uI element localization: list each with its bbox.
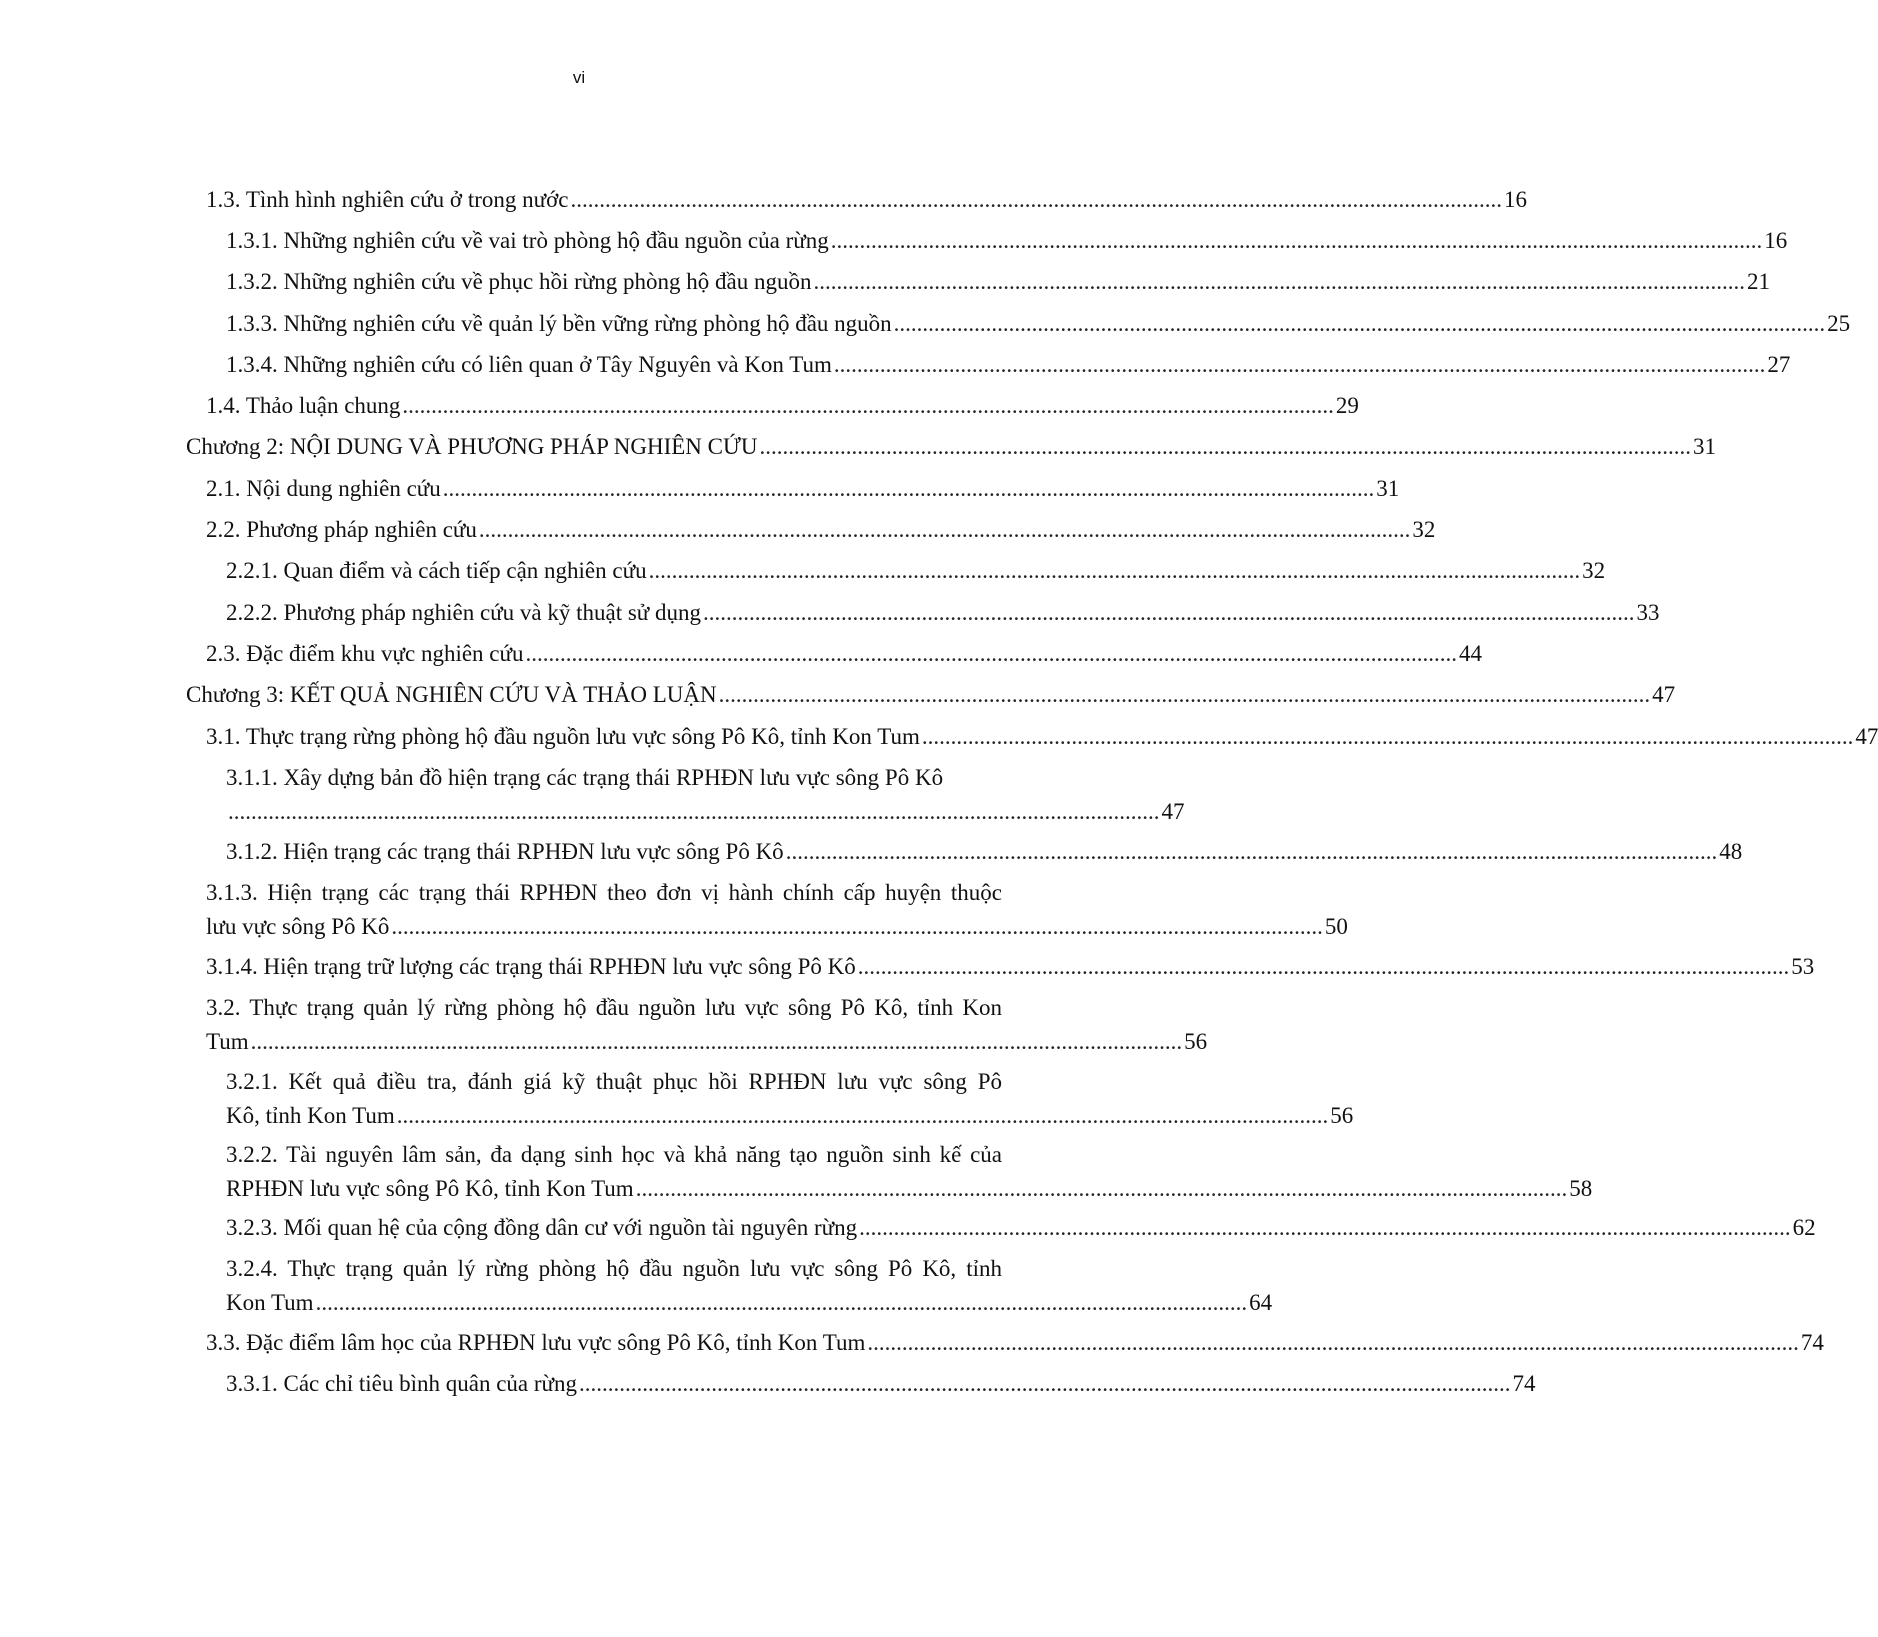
toc-entry-title: 3.1.4. Hiện trạng trữ lượng các trạng thái RPHĐN lưu vực sông Pô Kô [206, 954, 856, 979]
toc-entry-page: 56 [1184, 1029, 1208, 1054]
toc-entry[interactable] [226, 1367, 1536, 1401]
toc-entry-title: 3.3. Đặc điểm lâm học của RPHĐN lưu vực sông Pô Kô, tỉnh Kon Tum [206, 1330, 866, 1355]
toc-entry-page: 31 [1376, 476, 1400, 501]
dot-leader: .................................................................................................................................................................. [315, 1290, 1248, 1315]
toc-entry-page: 62 [1792, 1215, 1816, 1240]
toc-entry[interactable] [226, 348, 1791, 382]
page-number: vi [572, 68, 586, 87]
dot-leader: .................................................................................................................................................................. [391, 914, 1323, 939]
toc-entry-title: 3.2.1. Kết quả điều tra, đánh giá kỹ thuật phục hồi RPHĐN lưu vực sông Pô [226, 1069, 1002, 1094]
toc-entry-title: 3.2.2. Tài nguyên lâm sản, đa dạng sinh học và khả năng tạo nguồn sinh kế của [226, 1142, 1002, 1167]
toc-entry-title: 3.1. Thực trạng rừng phòng hộ đầu nguồn lưu vực sông Pô Kô, tỉnh Kon Tum [206, 724, 920, 749]
dot-leader: .................................................................................................................................................................. [648, 558, 1581, 583]
toc-entry-title-cont: Kon Tum [226, 1290, 314, 1315]
toc-entry-title: Chương 2: NỘI DUNG VÀ PHƯƠNG PHÁP NGHIÊN CỨU [186, 434, 758, 459]
toc-entry-page: 50 [1324, 914, 1348, 939]
toc-entry[interactable] [206, 991, 1208, 1059]
toc-entry[interactable] [226, 224, 1788, 258]
toc-entry[interactable] [206, 950, 1815, 984]
toc-entry-page: 16 [1504, 187, 1527, 212]
dot-leader: .................................................................................................................................................................. [833, 352, 1766, 377]
toc-entry-title-cont: Tum [206, 1029, 249, 1054]
toc-entry[interactable] [226, 835, 1743, 869]
dot-leader: .................................................................................................................................................................. [785, 839, 1718, 864]
dot-leader: .................................................................................................................................................................. [921, 724, 1854, 749]
toc-entry[interactable] [206, 1326, 1824, 1360]
toc-entry[interactable] [226, 1065, 1354, 1133]
toc-entry-page: 64 [1249, 1290, 1273, 1315]
toc-entry-title: 3.1.1. Xây dựng bản đồ hiện trạng các trạng thái RPHĐN lưu vực sông Pô Kô [226, 765, 944, 790]
toc-entry-title: 2.3. Đặc điểm khu vực nghiên cứu [206, 641, 524, 666]
toc-entry-page: 27 [1767, 352, 1791, 377]
dot-leader: .................................................................................................................................................................. [718, 682, 1651, 707]
toc-entry[interactable] [206, 472, 1400, 506]
toc-entry[interactable] [226, 307, 1851, 341]
toc-entry-title: 1.4. Thảo luận chung [206, 393, 401, 418]
dot-leader: .................................................................................................................................................................. [859, 1215, 1791, 1240]
toc-entry-page: 33 [1636, 600, 1660, 625]
toc-entry[interactable] [226, 265, 1770, 299]
dot-leader: .................................................................................................................................................................. [402, 393, 1334, 418]
toc-chapter-entry[interactable] [186, 430, 1716, 464]
toc-entry[interactable] [206, 876, 1348, 944]
dot-leader: .................................................................................................................................................................. [830, 228, 1763, 253]
dot-leader: .................................................................................................................................................................. [442, 476, 1375, 501]
toc-entry-page: 29 [1335, 393, 1359, 418]
dot-leader: .................................................................................................................................................................. [867, 1330, 1799, 1355]
toc-entry-page: 16 [1764, 228, 1788, 253]
toc-entry-page: 74 [1512, 1371, 1536, 1396]
toc-entry-title: 1.3.2. Những nghiên cứu về phục hồi rừng phòng hộ đầu nguồn [226, 269, 812, 294]
toc-entry-title: 1.3. Tình hình nghiên cứu ở trong nước [206, 187, 569, 212]
toc-entry[interactable] [226, 554, 1606, 588]
toc-entry[interactable] [206, 637, 1482, 671]
toc-entry[interactable] [226, 1138, 1593, 1206]
toc-entry-title: Chương 3: KẾT QUẢ NGHIÊN CỨU VÀ THẢO LUẬN [186, 682, 717, 707]
toc-entry[interactable] [226, 1211, 1816, 1245]
toc-entry-page: 58 [1569, 1176, 1593, 1201]
toc-entry-page: 47 [1161, 799, 1185, 824]
dot-leader: .................................................................................................................................................................. [525, 641, 1457, 666]
toc-entry[interactable] [206, 389, 1359, 423]
toc-entry-title: 3.3.1. Các chỉ tiêu bình quân của rừng [226, 1371, 577, 1396]
dot-leader: .................................................................................................................................................................. [635, 1176, 1568, 1201]
dot-leader: .................................................................................................................................................................. [396, 1103, 1329, 1128]
toc-entry-page: 56 [1330, 1103, 1354, 1128]
toc-entry[interactable] [226, 1252, 1273, 1320]
toc-entry-page: 25 [1827, 311, 1851, 336]
toc-entry-title: 3.2.4. Thực trạng quản lý rừng phòng hộ đầu nguồn lưu vực sông Pô Kô, tỉnh [226, 1256, 1002, 1281]
toc-entry-title: 1.3.4. Những nghiên cứu có liên quan ở Tây Nguyên và Kon Tum [226, 352, 832, 377]
dot-leader: .................................................................................................................................................................. [579, 1371, 1511, 1396]
dot-leader: .................................................................................................................................................................. [478, 517, 1411, 542]
toc-entry[interactable] [206, 183, 1527, 217]
toc-entry-page: 47 [1652, 682, 1676, 707]
toc-entry-title: 3.2. Thực trạng quản lý rừng phòng hộ đầu nguồn lưu vực sông Pô Kô, tỉnh Kon [206, 995, 1002, 1020]
toc-entry[interactable] [206, 513, 1436, 547]
toc-chapter-entry[interactable] [186, 678, 1676, 712]
dot-leader: .................................................................................................................................................................. [228, 799, 1160, 824]
dot-leader: .................................................................................................................................................................. [250, 1029, 1183, 1054]
toc-entry-page: 47 [1855, 724, 1878, 749]
dot-leader: .................................................................................................................................................................. [703, 600, 1635, 625]
dot-leader: .................................................................................................................................................................. [813, 269, 1745, 294]
dot-leader: .................................................................................................................................................................. [759, 434, 1691, 459]
toc-entry-title: 2.2. Phương pháp nghiên cứu [206, 517, 477, 542]
dot-leader: .................................................................................................................................................................. [857, 954, 1790, 979]
toc-entry-title-cont: lưu vực sông Pô Kô [206, 914, 390, 939]
toc-entry-page: 32 [1412, 517, 1436, 542]
toc-entry-title-cont: RPHĐN lưu vực sông Pô Kô, tỉnh Kon Tum [226, 1176, 634, 1201]
toc-entry[interactable] [206, 720, 1878, 754]
toc-entry-title: 1.3.3. Những nghiên cứu về quản lý bền vững rừng phòng hộ đầu nguồn [226, 311, 892, 336]
toc-entry-title: 2.2.1. Quan điểm và cách tiếp cận nghiên cứu [226, 558, 647, 583]
toc-entry-page: 74 [1800, 1330, 1824, 1355]
dot-leader: .................................................................................................................................................................. [893, 311, 1826, 336]
toc-entry-title: 2.1. Nội dung nghiên cứu [206, 476, 441, 501]
toc-entry-page: 32 [1582, 558, 1606, 583]
toc-entry-page: 53 [1791, 954, 1815, 979]
dot-leader: .................................................................................................................................................................. [570, 187, 1502, 212]
toc-entry-title: 3.1.2. Hiện trạng các trạng thái RPHĐN lưu vực sông Pô Kô [226, 839, 784, 864]
toc-entry-title: 3.2.3. Mối quan hệ của cộng đồng dân cư với nguồn tài nguyên rừng [226, 1215, 858, 1240]
toc-entry-page: 31 [1692, 434, 1716, 459]
toc-entry-page: 44 [1458, 641, 1482, 666]
toc-entry-title: 3.1.3. Hiện trạng các trạng thái RPHĐN theo đơn vị hành chính cấp huyện thuộc [206, 880, 1002, 905]
toc-entry-page: 48 [1719, 839, 1743, 864]
toc-entry[interactable] [226, 761, 1185, 829]
toc-entry-page: 21 [1747, 269, 1770, 294]
toc-entry-title-cont: Kô, tỉnh Kon Tum [226, 1103, 395, 1128]
toc-entry-title: 1.3.1. Những nghiên cứu về vai trò phòng hộ đầu nguồn của rừng [226, 228, 829, 253]
toc-entry-title: 2.2.2. Phương pháp nghiên cứu và kỹ thuật sử dụng [226, 600, 702, 625]
toc-entry[interactable] [226, 596, 1660, 630]
